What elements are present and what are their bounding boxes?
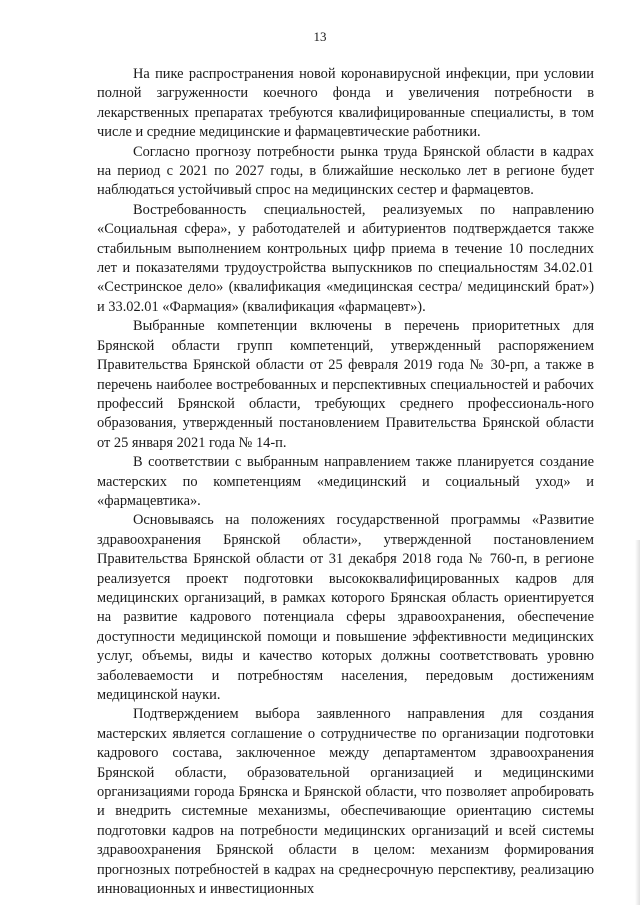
page-number: 13 xyxy=(313,29,327,44)
paragraph-priority-competencies: Выбранные компетенции включены в перечень приоритетных для Брянской области групп компетенций, утвержденный распоряжением Правительства Брянской области от 25 февраля 2019 года № 30-рп, а также в перечень наиболее востребованных и перспективных специальностей и рабочих профессий Брянской области, требующих среднего профессиональ-ного образования, утвержденный постановлением Правительства Брянской области от 25 января 2021 года № 14-п. xyxy=(97,318,594,451)
paragraph-staff-demand: На пике распространения новой коронавирусной инфекции, при условии полной загруженности коечного фонда и увеличения потребности в лекарственных препаратах требуются квалифицированные специалисты, в том числе и средние медицинские и фармацевтические работники. xyxy=(97,66,594,141)
paragraph-labor-forecast: Согласно прогнозу потребности рынка труда Брянской области в кадрах на период с 2021 по 2027 годы, в ближайшие несколько лет в регионе будет наблюдаться устойчивый спрос на медицинских сестер и фармацевтов. xyxy=(97,143,594,199)
paragraph-specialty-demand: Востребованность специальностей, реализуемых по направлению «Социальная сфера», у работодателей и абитуриентов подтверждается также стабильным выполнением контрольных цифр приема в течение 10 последних лет и показателями трудоустройства выпускников по специальностям 34.02.01 «Сестринское дело» (квалификация «медицинская сестра/ медицинский брат») и 33.02.01 «Фармация» (квалификация «фармацевт»). xyxy=(97,201,594,315)
paragraph-state-program: Основываясь на положениях государственной программы «Развитие здравоохранения Брянской области», утвержденной постановлением Правительства Брянской области от 31 декабря 2018 года № 760-п, в регионе реализуется проект подготовки высококвалифицированных кадров для медицинских организаций, в рамках которого Брянская область ориентируется на развитие кадрового потенциала сферы здравоохранения, обеспечение доступности медицинской помощи и повышение эффективности медицинских услуг, объемы, виды и качество которых должны соответствовать уровню заболеваемости и потребностям населения, передовым достижениям медицинской науки. xyxy=(97,512,594,703)
paragraph-workshops-plan: В соответствии с выбранным направлением также планируется создание мастерских по компетенциям «медицинский и социальный уход» и «фармацевтика». xyxy=(97,454,594,509)
body-text xyxy=(97,65,594,899)
scan-edge-shadow xyxy=(635,540,640,905)
paragraph-cooperation-agreement: Подтверждением выбора заявленного направления для создания мастерских является соглашение о сотрудничестве по организации подготовки кадрового состава, заключенное между департаментом здравоохранения Брянской области, образовательной организацией и медицинскими организациями города Брянска и Брянской области, что позволяет апробировать и внедрить системные механизмы, обеспечивающие ориентацию системы подготовки кадров на потребности медицинских организаций и всей системы здравоохранения Брянской области в целом: механизм формирования прогнозных потребностей в кадрах на среднесрочную перспективу, реализацию инновационных и инвестиционных xyxy=(97,706,594,898)
